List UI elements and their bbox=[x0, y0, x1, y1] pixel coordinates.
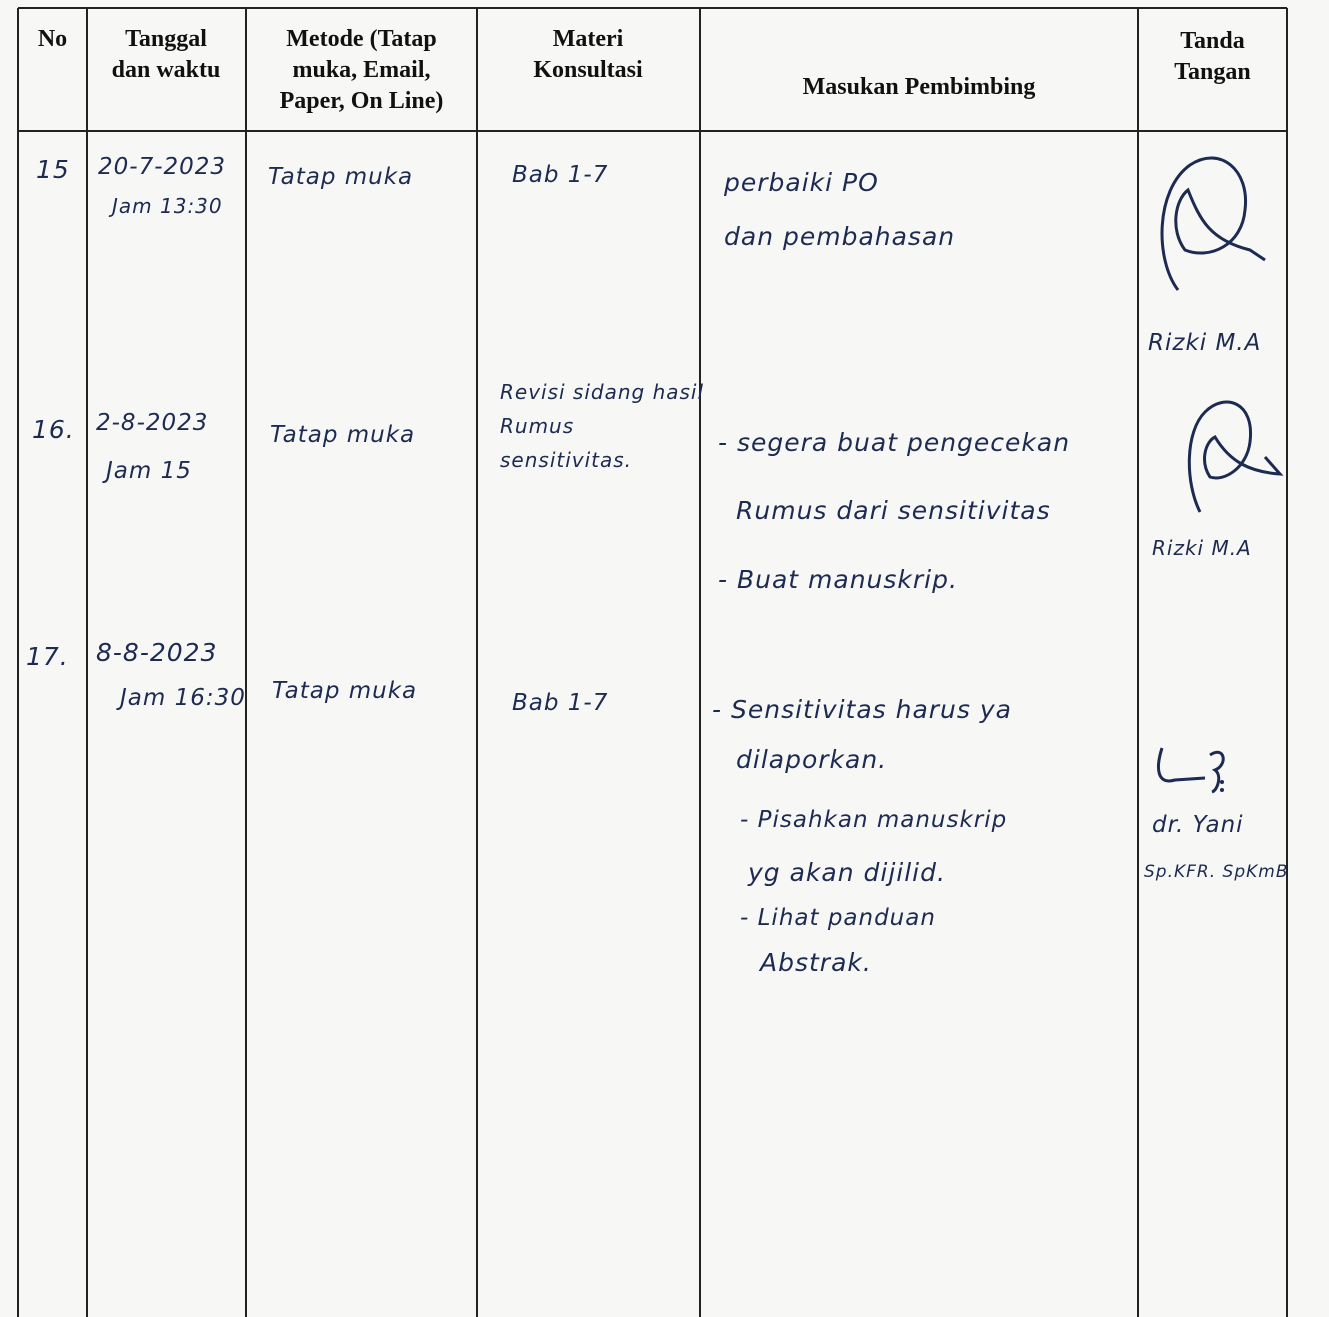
row-no: 16. bbox=[32, 415, 75, 444]
header-tanggal: Tanggal dan waktu bbox=[111, 26, 221, 83]
row-masukan-line: - Pisahkan manuskrip bbox=[740, 807, 1008, 833]
row-date: 20-7-2023 bbox=[98, 154, 227, 180]
row-materi: Rumus bbox=[500, 414, 575, 438]
row-time: Jam 16:30 bbox=[120, 685, 246, 711]
row-masukan-line: Rumus dari sensitivitas bbox=[736, 496, 1051, 525]
row-metode: Tatap muka bbox=[272, 678, 418, 704]
row-masukan-line: dilaporkan. bbox=[736, 745, 888, 774]
row-masukan-line: dan pembahasan bbox=[724, 222, 956, 251]
signature-name: Rizki M.A bbox=[1148, 330, 1262, 356]
header-tanda: Tanda Tangan bbox=[1174, 28, 1251, 85]
signature-image bbox=[1150, 740, 1240, 800]
row-masukan-line: - segera buat pengecekan bbox=[718, 428, 1071, 457]
row-metode: Tatap muka bbox=[270, 422, 416, 448]
row-metode: Tatap muka bbox=[268, 164, 414, 190]
row-materi: Bab 1-7 bbox=[512, 162, 609, 188]
row-masukan-line: - Sensitivitas harus ya bbox=[712, 695, 1012, 724]
signature-name: dr. Yani bbox=[1152, 812, 1244, 838]
row-time: Jam 15 bbox=[106, 458, 192, 484]
row-time: Jam 13:30 bbox=[112, 194, 223, 218]
row-masukan-line: yg akan dijilid. bbox=[748, 858, 946, 887]
header-masukan: Masukan Pembimbing bbox=[802, 74, 1036, 100]
row-materi: sensitivitas. bbox=[500, 448, 633, 472]
row-materi: Bab 1-7 bbox=[512, 690, 609, 716]
signature-name: Rizki M.A bbox=[1152, 536, 1252, 560]
row-masukan-line: - Lihat panduan bbox=[740, 905, 936, 931]
row-date: 2-8-2023 bbox=[96, 410, 209, 436]
row-no: 15 bbox=[36, 155, 70, 184]
signature-image bbox=[1170, 392, 1290, 522]
row-date: 8-8-2023 bbox=[96, 638, 218, 667]
header-no: No bbox=[37, 26, 68, 52]
row-masukan-line: - Buat manuskrip. bbox=[718, 565, 958, 594]
row-masukan-line: Abstrak. bbox=[760, 948, 872, 977]
signature-title: Sp.KFR. SpKmB bbox=[1144, 862, 1289, 882]
signature-image bbox=[1150, 150, 1270, 310]
row-no: 17. bbox=[26, 642, 69, 671]
header-metode: Metode (Tatap muka, Email, Paper, On Line) bbox=[279, 26, 444, 114]
row-materi: Revisi sidang hasil bbox=[500, 380, 705, 404]
header-materi: Materi Konsultasi bbox=[533, 26, 643, 83]
row-masukan-line: perbaiki PO bbox=[724, 168, 879, 197]
